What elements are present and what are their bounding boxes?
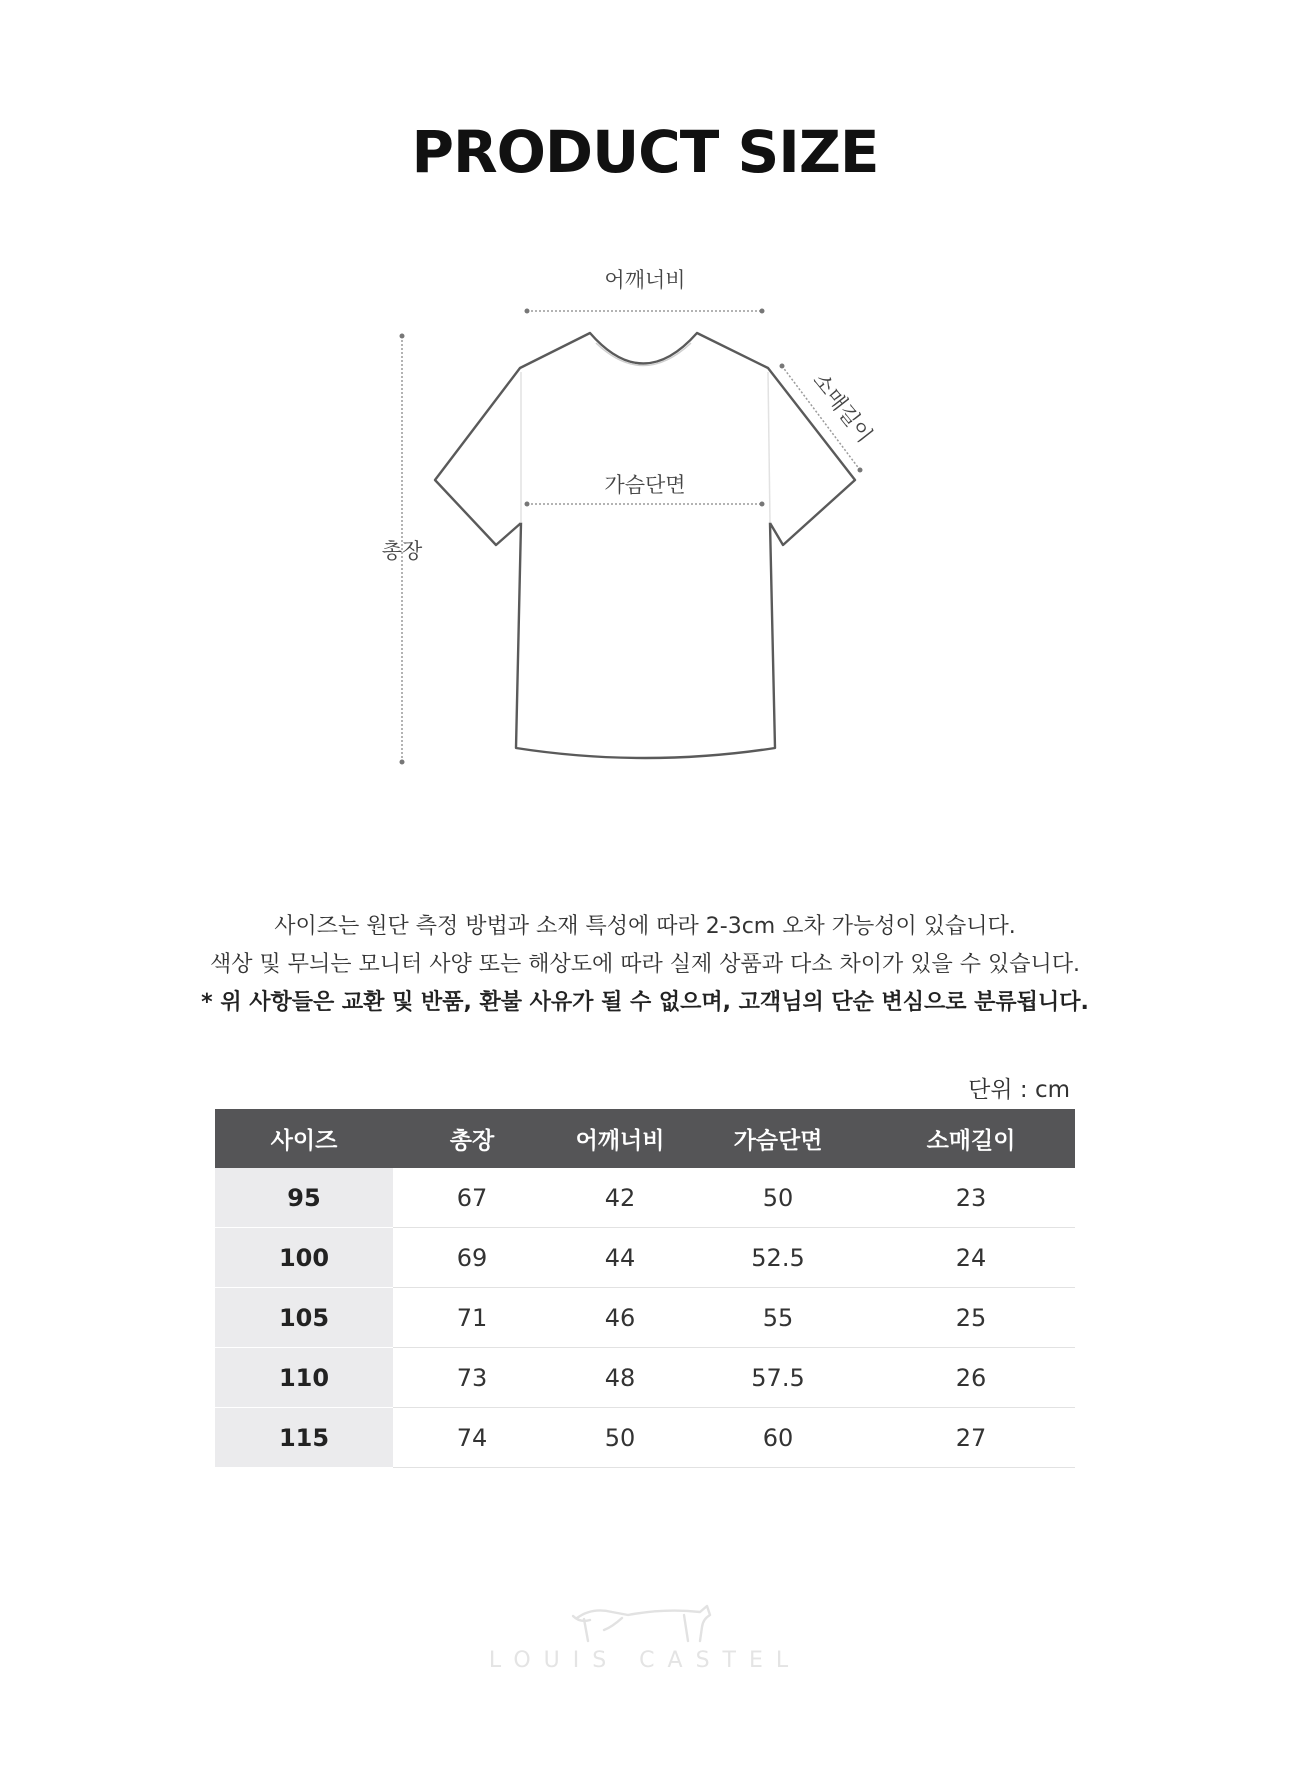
notice-line-1: 사이즈는 원단 측정 방법과 소재 특성에 따라 2-3cm 오차 가능성이 있습니다.: [274, 914, 1016, 939]
unit-label: 단위 : cm: [968, 1077, 1070, 1103]
cell-size: 100: [215, 1228, 393, 1288]
cell-length: 67: [393, 1168, 551, 1228]
table-row: [215, 1348, 1075, 1408]
sleeve-label: 소매길이: [808, 368, 877, 448]
header-chest: 가슴단면: [689, 1109, 867, 1168]
cell-sleeve: 26: [867, 1348, 1075, 1408]
cell-sleeve: 24: [867, 1228, 1075, 1288]
cell-sleeve: 25: [867, 1288, 1075, 1348]
cell-length: 74: [393, 1408, 551, 1468]
table-row: [215, 1228, 1075, 1288]
cell-size: 95: [215, 1168, 393, 1228]
tshirt-diagram: [0, 0, 1290, 820]
cell-length: 71: [393, 1288, 551, 1348]
size-notice: [0, 908, 1290, 1022]
cell-sleeve: 23: [867, 1168, 1075, 1228]
chest-label: 가슴단면: [604, 473, 686, 497]
cell-length: 69: [393, 1228, 551, 1288]
header-shoulder: 어깨너비: [551, 1109, 689, 1168]
cell-chest: 55: [689, 1288, 867, 1348]
cell-shoulder: 46: [551, 1288, 689, 1348]
cell-shoulder: 42: [551, 1168, 689, 1228]
table-header-row: [215, 1109, 1075, 1168]
header-size: 사이즈: [215, 1109, 393, 1168]
cell-shoulder: 50: [551, 1408, 689, 1468]
cell-shoulder: 48: [551, 1348, 689, 1408]
notice-line-3: * 위 사항들은 교환 및 반품, 환불 사유가 될 수 없으며, 고객님의 단순 변심으로 분류됩니다.: [201, 990, 1089, 1015]
length-label: 총장: [381, 539, 423, 563]
brand-logo-text: LOUIS CASTEL: [488, 1648, 802, 1673]
table-row: [215, 1288, 1075, 1348]
page-title: PRODUCT SIZE: [411, 118, 879, 186]
cell-sleeve: 27: [867, 1408, 1075, 1468]
header-length: 총장: [393, 1109, 551, 1168]
size-table: [215, 1109, 1075, 1468]
dachshund-logo-icon: [0, 1585, 1290, 1705]
cell-chest: 57.5: [689, 1348, 867, 1408]
shoulder-label: 어깨너비: [604, 268, 686, 292]
cell-size: 105: [215, 1288, 393, 1348]
cell-chest: 50: [689, 1168, 867, 1228]
cell-chest: 52.5: [689, 1228, 867, 1288]
table-row: [215, 1168, 1075, 1228]
tshirt-outline: [435, 333, 855, 758]
table-row: [215, 1408, 1075, 1468]
cell-length: 73: [393, 1348, 551, 1408]
notice-line-2: 색상 및 무늬는 모니터 사양 또는 해상도에 따라 실제 상품과 다소 차이가 있을 수 있습니다.: [210, 952, 1080, 977]
cell-chest: 60: [689, 1408, 867, 1468]
cell-shoulder: 44: [551, 1228, 689, 1288]
cell-size: 115: [215, 1408, 393, 1468]
cell-size: 110: [215, 1348, 393, 1408]
header-sleeve: 소매길이: [867, 1109, 1075, 1168]
